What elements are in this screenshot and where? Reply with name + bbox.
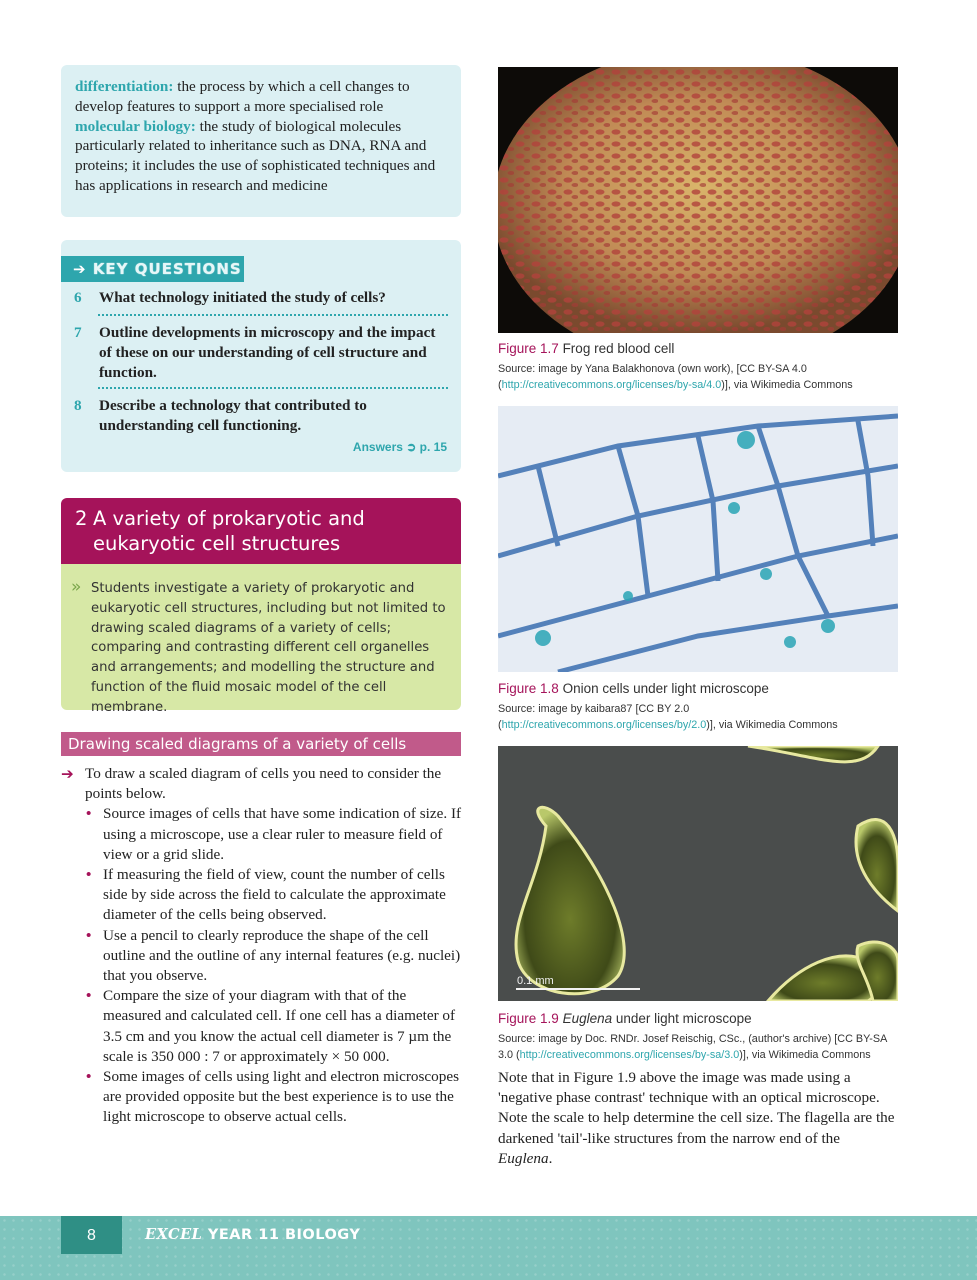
note-paragraph (498, 1068, 898, 1169)
license-link[interactable]: http://creativecommons.org/licenses/by/2.0 (501, 718, 707, 731)
divider (98, 387, 448, 389)
figure-caption (498, 1011, 752, 1026)
key-questions-heading (61, 256, 244, 282)
bullet-list (85, 804, 466, 1127)
figure-source (498, 362, 898, 393)
question-item (74, 323, 448, 382)
key-questions-box (61, 240, 461, 472)
frog-blood-cell-image (498, 67, 898, 333)
list-item (85, 986, 466, 1067)
arrow-icon: ➔ (73, 260, 87, 278)
figure-label: Figure 1.8 (498, 681, 559, 696)
bullet-icon: • (86, 866, 92, 884)
bullet-text: Compare the size of your diagram with that of the measured and calculated cell. If one cell has a diameter of 3.5 cm and you know the actual cell diameter is 7 µm the scale is 350 000 : 7 or approximately × 50 000. (103, 987, 456, 1065)
source-text: Source: image by Yana Balakhonova (own work), [CC BY-SA 4.0 (498, 363, 807, 375)
question-number: 6 (74, 289, 82, 306)
bullet-icon: • (86, 987, 92, 1005)
book-title: YEAR 11 BIOLOGY (207, 1227, 361, 1243)
body-text (61, 764, 466, 1128)
glossary-term: differentiation: (75, 78, 174, 95)
source-text: Source: image by kaibara87 [CC BY 2.0 ( (498, 703, 690, 731)
bullet-text: Some images of cells using light and electron microscopes are provided opposite but the best experience is to use the light microscope to observe actual cells. (103, 1068, 459, 1126)
license-link[interactable]: http://creativecommons.org/licenses/by-sa/4.0 (501, 378, 722, 391)
subheading: Drawing scaled diagrams of a variety of cells (61, 732, 461, 756)
list-item (85, 1067, 466, 1128)
bullet-icon: • (86, 1068, 92, 1086)
list-item (85, 926, 466, 987)
glossary-term: molecular biology: (75, 117, 196, 135)
source-text: )], via Wikimedia Commons (706, 718, 838, 731)
question-text: Describe a technology that contributed to understanding cell functioning. (99, 397, 367, 434)
list-item (85, 865, 466, 926)
source-text: Source: image by Doc. RNDr. Josef Reischig, CSc., (author's archive) [CC BY-SA 3.0 ( (498, 1033, 887, 1061)
bullet-icon: • (86, 926, 92, 944)
glossary-definition: the study of biological molecules particularly related to inheritance such as DNA, RNA and proteins; it includes the use of sophisticated techniques and has applications in research and medicine (75, 117, 436, 194)
bullet-icon: • (86, 805, 92, 823)
source-text: )], via Wikimedia Commons (739, 1048, 871, 1061)
glossary-box (61, 65, 461, 217)
question-number: 8 (74, 397, 82, 414)
figure-caption-italic: Euglena (562, 1011, 613, 1026)
page-footer (0, 1216, 977, 1280)
syllabus-box (61, 564, 461, 715)
bullet-text: Source images of cells that have some indication of size. If using a microscope, use a clear ruler to measure field of view or a grid slide. (103, 805, 462, 863)
question-text: What technology initiated the study of cells? (99, 289, 386, 306)
figure-caption-text: Onion cells under light microscope (562, 681, 769, 696)
chevron-right-icon: » (71, 577, 82, 597)
list-item (85, 804, 466, 865)
glossary-definition: the process by which a cell changes to develop features to support a more specialised role (75, 78, 410, 115)
glossary-entry (75, 117, 447, 196)
key-questions-title: KEY QUESTIONS (92, 260, 242, 278)
bullet-text: If measuring the field of view, count the number of cells side by side across the field to calculate the approximate diameter of the cells being observed. (103, 866, 446, 924)
syllabus-text: Students investigate a variety of prokaryotic and eukaryotic cell structures, including but not limited to drawing scaled diagrams of a variety of cells; comparing and contrasting different cell organelles and arrangements; and modelling the structure and function of the fluid mosaic model of the cell membrane. (91, 581, 446, 715)
brand-name: EXCEL (145, 1226, 203, 1243)
arrow-icon: ➔ (61, 765, 74, 783)
figure-caption (498, 341, 674, 356)
bullet-text: Use a pencil to clearly reproduce the shape of the cell outline and the outline of any internal features (e.g. nuclei) that you observe. (103, 926, 461, 985)
euglena-image (498, 746, 898, 1001)
answers-link[interactable]: Answers ➲ p. 15 (352, 440, 447, 454)
question-item (74, 396, 448, 436)
section-title: A variety of prokaryotic and eukaryotic cell structures (93, 507, 365, 555)
page-number: 8 (61, 1216, 122, 1254)
divider (98, 314, 448, 316)
figure-source (498, 702, 898, 733)
figure-source (498, 1032, 903, 1063)
source-text: ( (498, 378, 502, 391)
question-number: 7 (74, 324, 82, 341)
figure-caption-text: under light microscope (615, 1011, 752, 1026)
question-item (74, 288, 448, 308)
scale-label: 0.1 mm (517, 975, 554, 987)
body-intro: To draw a scaled diagram of cells you need to consider the points below. (85, 765, 442, 803)
note-text: Note that in Figure 1.9 above the image was made using a 'negative phase contrast' technique with an optical microscope. Note the scale to help determine the cell size. The flagella are the darkened 'tail'-like structures from the narrow end of the (498, 1069, 895, 1147)
footer-title (145, 1226, 360, 1243)
license-link[interactable]: http://creativecommons.org/licenses/by-sa/3.0 (519, 1048, 740, 1061)
onion-cells-image (498, 406, 898, 672)
figure-label: Figure 1.7 (498, 341, 559, 356)
source-text: )], via Wikimedia Commons (721, 378, 853, 391)
glossary-entry (75, 77, 447, 117)
note-italic: Euglena (498, 1149, 549, 1167)
note-end: . (548, 1149, 553, 1167)
section-number: 2 (75, 507, 88, 530)
section-header (61, 498, 461, 564)
figure-label: Figure 1.9 (498, 1011, 559, 1026)
figure-caption (498, 681, 769, 696)
question-text: Outline developments in microscopy and the impact of these on our understanding of cell structure and function. (99, 324, 436, 381)
figure-caption-text: Frog red blood cell (562, 341, 675, 356)
